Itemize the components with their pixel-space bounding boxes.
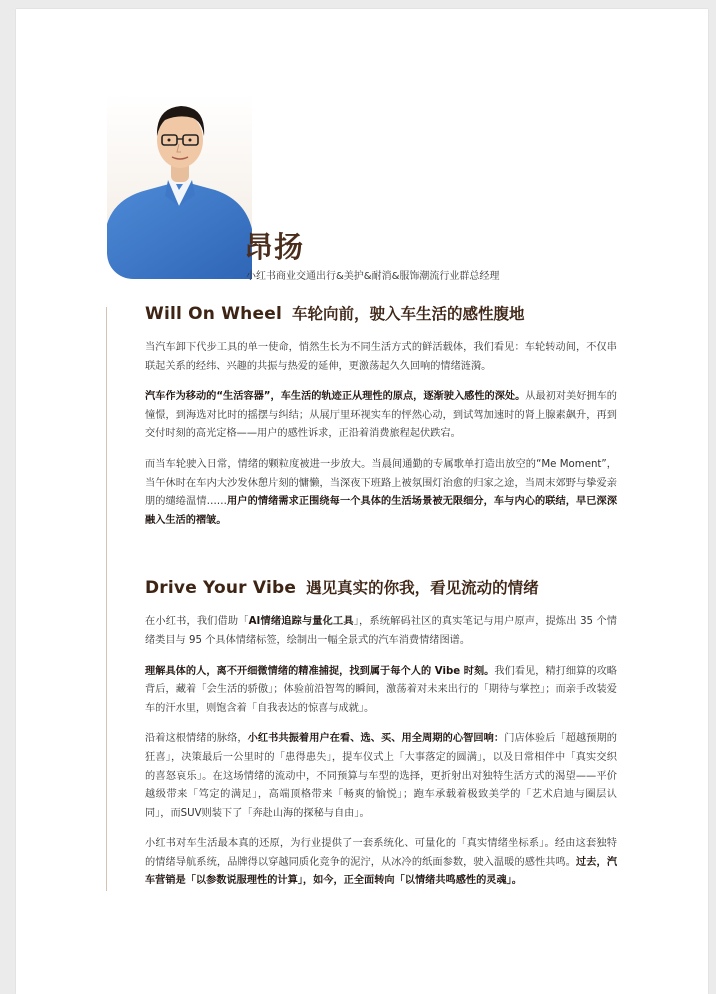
paragraph: 在小红书，我们借助「AI情绪追踪与量化工具」，系统解码社区的真实笔记与用户原声，提炼出 35 个情绪类目与 95 个具体情绪标签，绘制出一幅全景式的汽车消费情绪图谱。 [145,616,617,646]
paragraph: 小红书对车生活最本真的还原，为行业提供了一套系统化、可量化的「真实情绪坐标系」。经由这套独特的情绪导航系统，品牌得以穿越同质化竞争的泥泞，从冰冷的纸面参数，驶入温暖的感性共鸣。过去，汽车营销是「以参数说服理性的计算」，如今，正全面转向「以情绪共鸣感性的灵魂」。 [145,838,618,887]
vertical-divider [106,307,107,891]
paragraph: 当汽车卸下代步工具的单一使命，悄然生长为不同生活方式的鲜活载体，我们看见：车轮转动间，不仅串联起关系的经纬、兴趣的共振与热爱的延伸，更激荡起久久回响的情绪涟漪。 [145,342,617,372]
paragraph: 理解具体的人，离不开细微情绪的精准捕捉，找到属于每个人的 Vibe 时刻。我们看见，精打细算的攻略背后，藏着「会生活的骄傲」；体验前沿智驾的瞬间，激荡着对未来出行的「期待与掌控」；而亲手改装爱车的汗水里，则饱含着「自我表达的惊喜与成就」。 [145,665,617,714]
emphasis-text: AI情绪追踪与量化工具 [248,616,354,628]
section-spacer [145,542,617,576]
emphasis-text: 汽车作为移动的“生活容器”，车生活的轨迹正从理性的原点，逐渐驶入感性的深处。 [145,391,526,403]
emphasis-text: 小红书共振着用户在看、选、买、用全周期的心智回响： [247,733,505,745]
emphasis-text: 理解具体的人，离不开细微情绪的精准捕捉，找到属于每个人的 Vibe 时刻。 [145,665,495,677]
emphasis-text: 过去，汽车营销是「以参数说服理性的计算」，如今，正全面转向「以情绪共鸣感性的灵魂」。 [145,856,618,887]
document-page [16,9,708,994]
emphasis-text: 用户的情绪需求正围绕每一个具体的生活场景被无限细分，车与内心的联结，早已深深融入生活的褶皱。 [145,496,618,526]
paragraph: 沿着这根情绪的脉络，小红书共振着用户在看、选、买、用全周期的心智回响：门店体验后「超越预期的狂喜」，决策最后一公里时的「患得患失」，提车仪式上「大事落定的圆满」，以及日常相伴中「真实交织的喜怒哀乐」。在这场情绪的流动中，不同预算与车型的选择，更折射出对独特生活方式的渴望——平价越级带来「笃定的满足」，高端顶格带来「畅爽的愉悦」；跑车承载着极致美学的「艺术启迪与圈层认同」，而SUV则装下了「奔赴山海的探秘与自由」。 [145,733,617,819]
author-title: 小红书商业交通出行&美护&耐消&服饰潮流行业群总经理 [246,271,500,282]
section-heading-drive-your-vibe: Drive Your Vibe 遇见真实的你我，看见流动的情绪 [145,578,539,599]
author-portrait [107,94,252,279]
author-name: 昂扬 [244,230,305,264]
section-heading-will-on-wheel: Will On Wheel 车轮向前，驶入车生活的感性腹地 [145,304,525,324]
paragraph: 而当车轮驶入日常，情绪的颗粒度被进一步放大。当晨间通勤的专属歌单打造出放空的“Me Moment”，当午休时在车内大沙发休憩片刻的慵懒，当深夜下班路上被氛围灯治愈的归家之途，当周末郊野与挚爱亲朋的缱绻温情……用户的情绪需求正围绕每一个具体的生活场景被无限细分，车与内心的联结，早已深深融入生活的褶皱。 [145,458,618,526]
article-body [145,302,617,903]
paragraph: 汽车作为移动的“生活容器”，车生活的轨迹正从理性的原点，逐渐驶入感性的深处。从最初对美好拥车的憧憬，到海选对比时的摇摆与纠结；从展厅里环视实车的怦然心动，到试驾加速时的肾上腺素飙升，再到交付时刻的高光定格——用户的感性诉求，正沿着消费旅程起伏跌宕。 [145,391,617,440]
